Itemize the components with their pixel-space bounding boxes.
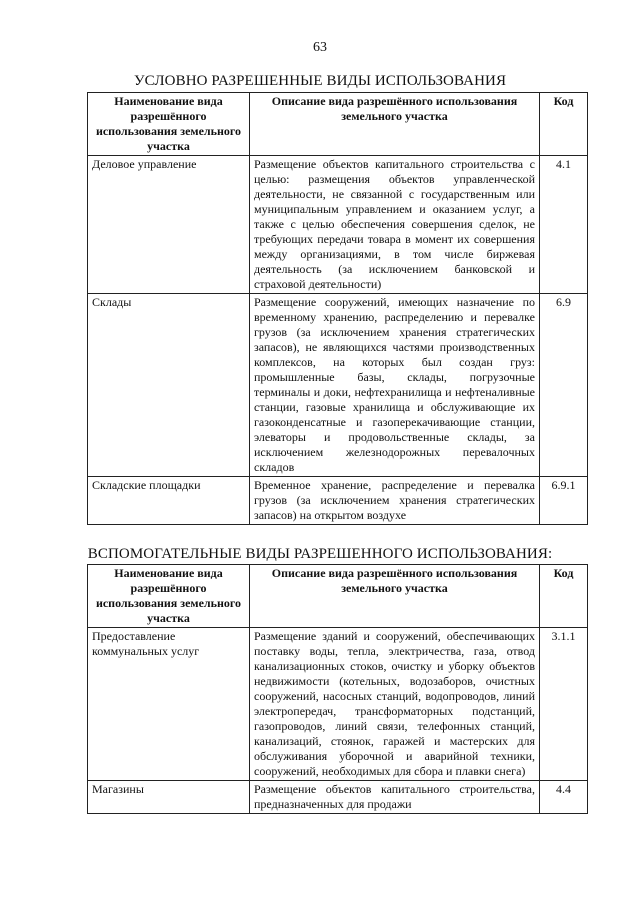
conditional-uses-table: [87, 92, 588, 525]
row-code: 3.1.1: [540, 628, 588, 781]
row-name: Складские площадки: [88, 477, 250, 525]
row-code: 6.9: [540, 294, 588, 477]
row-name: Деловое управление: [88, 156, 250, 294]
header-name: Наименование вида разрешённого использования земельного участка: [88, 93, 250, 156]
row-code: 6.9.1: [540, 477, 588, 525]
header-code: Код: [540, 565, 588, 628]
row-description: Временное хранение, распределение и перевалка грузов (за исключением хранения стратегических запасов) на открытом воздухе: [250, 477, 540, 525]
table-header-row: [88, 565, 588, 628]
table-row: [88, 477, 588, 525]
table-row: [88, 628, 588, 781]
row-code: 4.4: [540, 781, 588, 814]
table-header-row: [88, 93, 588, 156]
header-description: Описание вида разрешённого использования земельного участка: [250, 93, 540, 156]
row-name: Склады: [88, 294, 250, 477]
auxiliary-uses-table: [87, 564, 588, 814]
row-name: Магазины: [88, 781, 250, 814]
section-title-auxiliary: ВСПОМОГАТЕЛЬНЫЕ ВИДЫ РАЗРЕШЕННОГО ИСПОЛЬЗОВАНИЯ:: [87, 546, 553, 562]
row-description: Размещение зданий и сооружений, обеспечивающих поставку воды, тепла, электричества, газа, отвод канализационных стоков, очистку и уборку объектов недвижимости (котельных, водозаборов, очистных сооружений, насосных станций, водопроводов, линий электропередач, трансформаторных подстанций, газопроводов, линий связи, телефонных станций, канализаций, стоянок, гаражей и мастерских для обслуживания уборочной и аварийной техники, сооружений, необходимых для сбора и плавки снега): [250, 628, 540, 781]
table-row: [88, 156, 588, 294]
row-description: Размещение объектов капитального строительства, предназначенных для продажи: [250, 781, 540, 814]
header-code: Код: [540, 93, 588, 156]
row-code: 4.1: [540, 156, 588, 294]
row-description: Размещение сооружений, имеющих назначение по временному хранению, распределению и перевалке грузов (за исключением хранения стратегических запасов), не являющихся частями производственных комплексов, на которых был создан груз: промышленные базы, склады, погрузочные терминалы и доки, нефтехранилища и нефтеналивные станции, газовые хранилища и обслуживающие их газоконденсатные и газоперекачивающие станции, элеваторы и продовольственные склады, за исключением железнодорожных перевалочных складов: [250, 294, 540, 477]
row-name: Предоставление коммунальных услуг: [88, 628, 250, 781]
header-description: Описание вида разрешённого использования земельного участка: [250, 565, 540, 628]
table-row: [88, 781, 588, 814]
section-title-conditional: УСЛОВНО РАЗРЕШЕННЫЕ ВИДЫ ИСПОЛЬЗОВАНИЯ: [133, 73, 507, 89]
header-name: Наименование вида разрешённого использования земельного участка: [88, 565, 250, 628]
page-number: 63: [313, 40, 327, 55]
table-row: [88, 294, 588, 477]
row-description: Размещение объектов капитального строительства с целью: размещения объектов управленческой деятельности, не связанной с государственным или муниципальным управлением и оказанием услуг, а также с целью обеспечения совершения сделок, не требующих передачи товара в момент их совершения между организациями, в том числе биржевая деятельность (за исключением банковской и страховой деятельности): [250, 156, 540, 294]
